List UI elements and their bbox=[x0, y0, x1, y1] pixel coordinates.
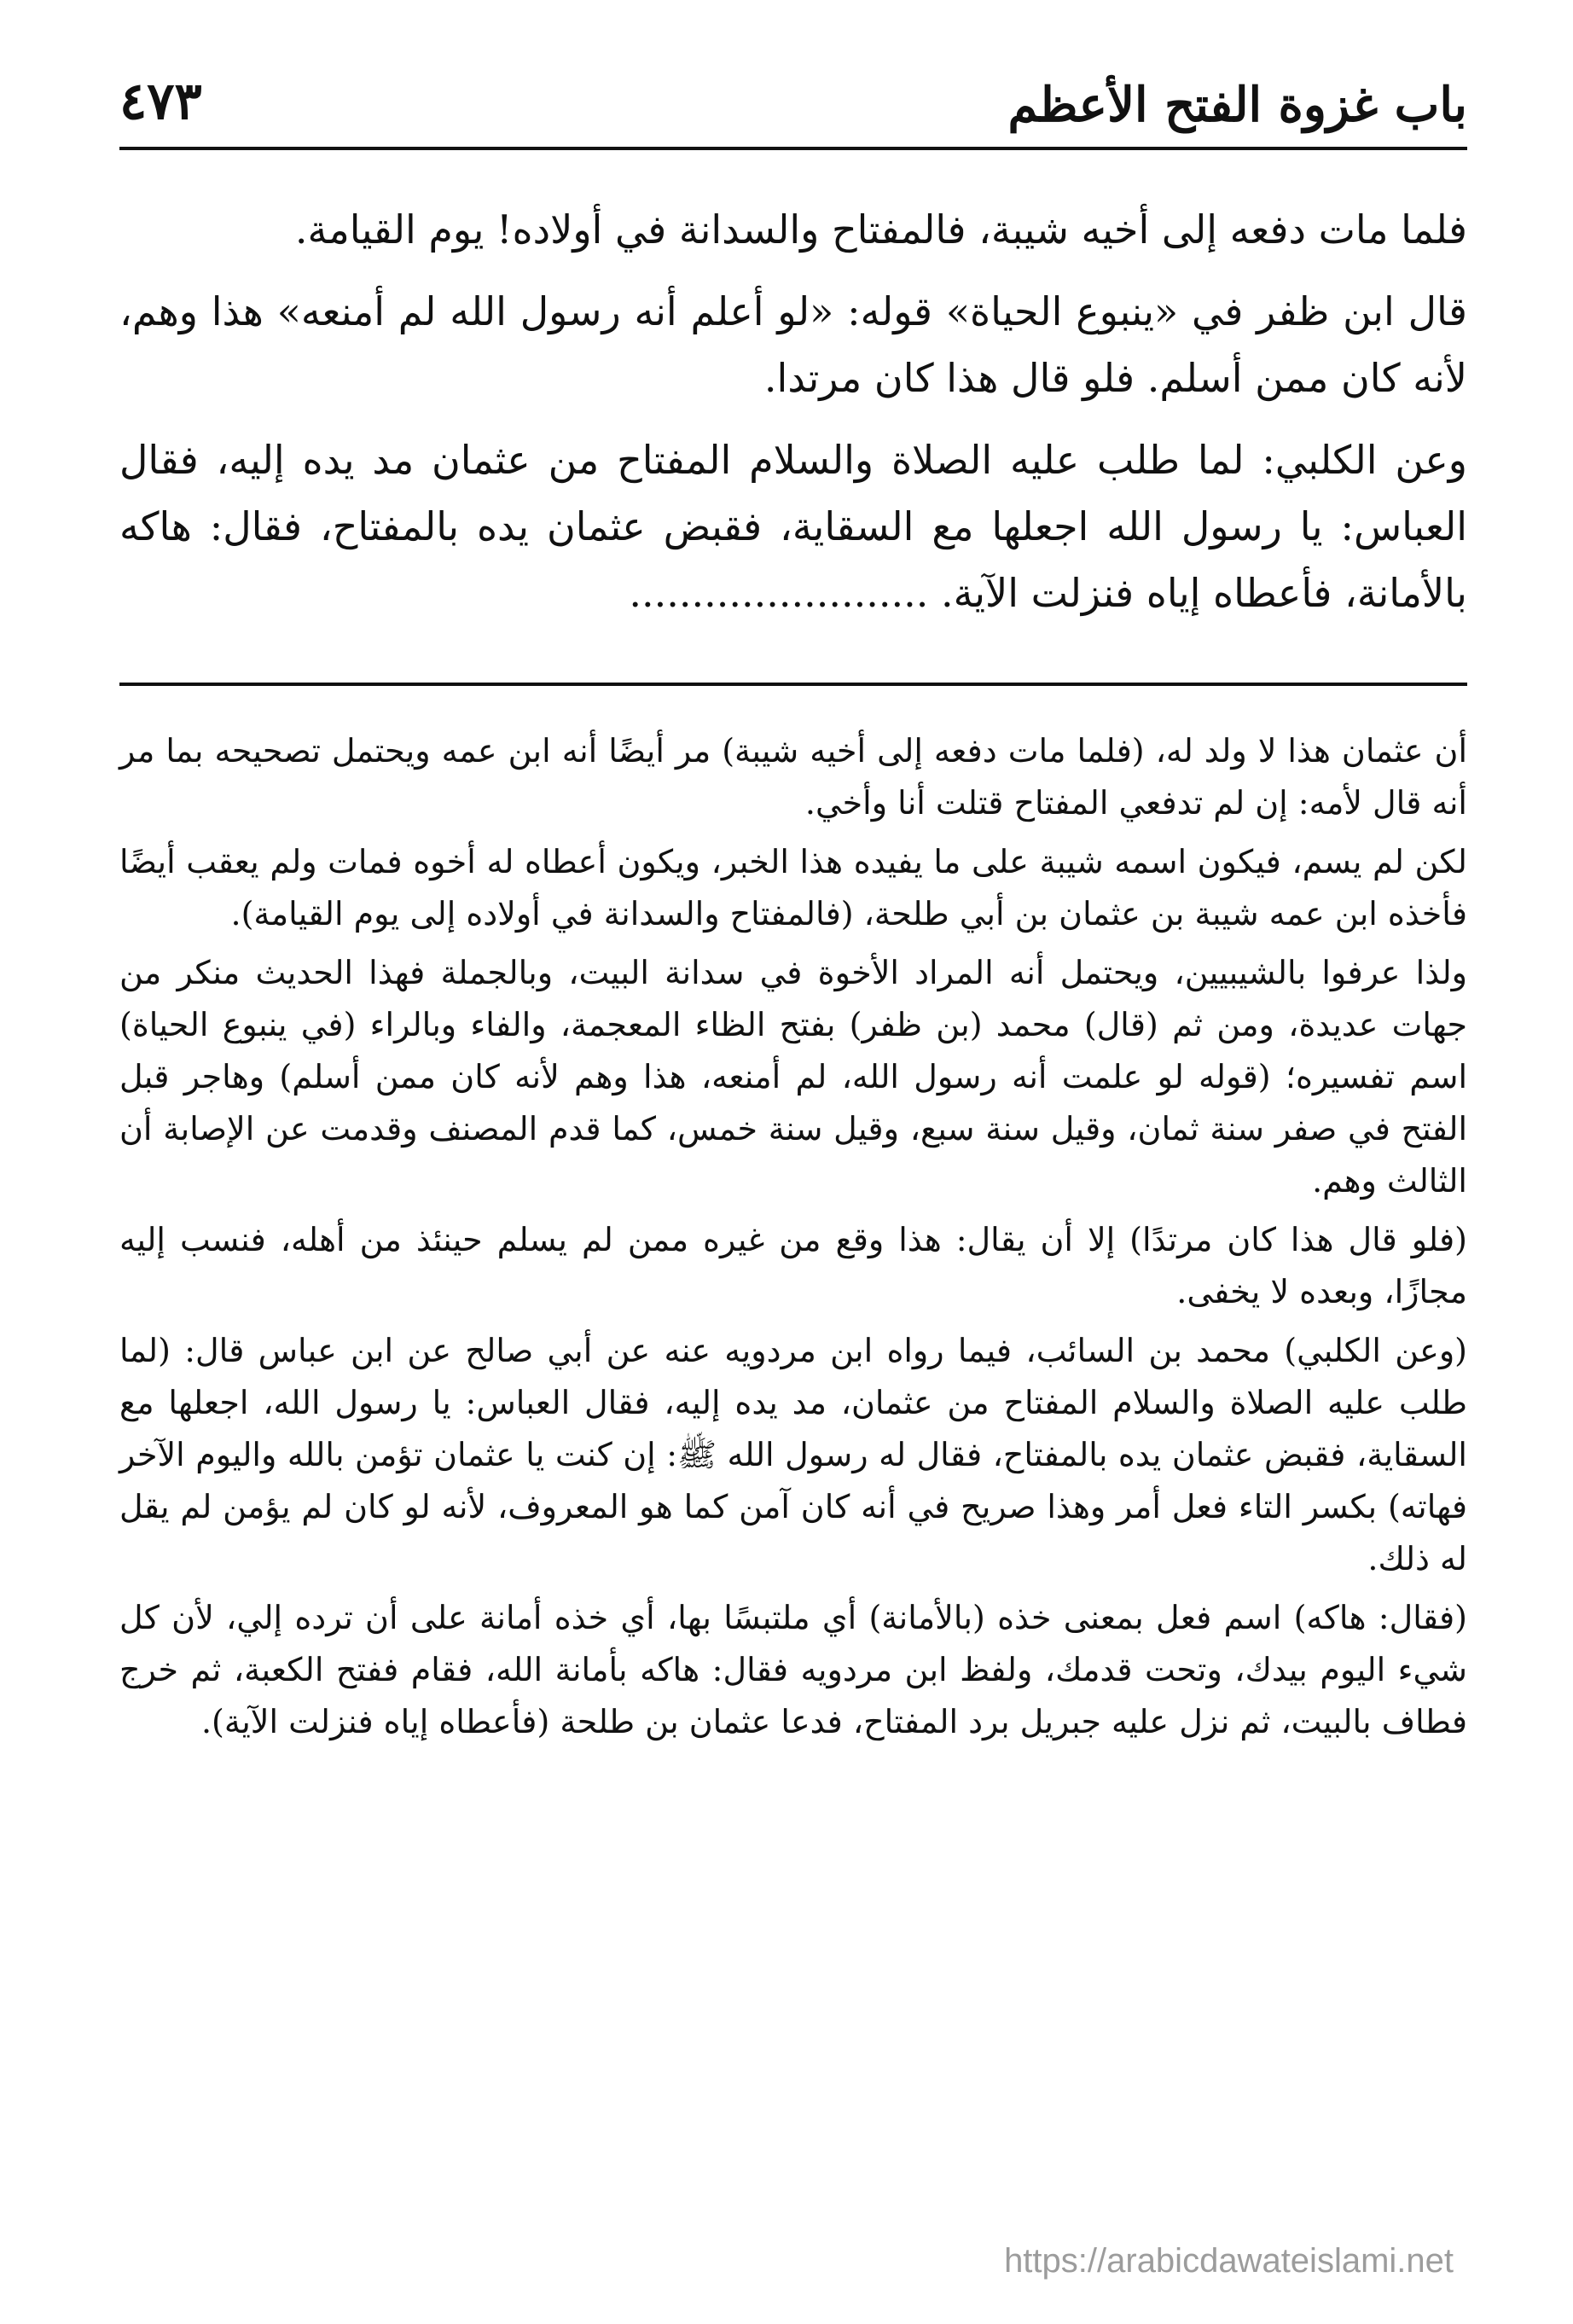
commentary-paragraph: (فقال: هاكه) اسم فعل بمعنى خذه (بالأمانة) أي ملتبسًا بها، أي خذه أمانة على أن ترده إلي، لأن كل شيء اليوم بيدك، وتحت قدمك، ولفظ ابن مردويه فقال: هاكه بأمانة الله، فقام ففتح الكعبة، ثم خرج فطاف بالبيت، ثم نزل عليه جبريل برد المفتاح، فدعا عثمان بن طلحة (فأعطاه إياه فنزلت الآية). bbox=[119, 1599, 1467, 1740]
main-text-paragraph: وعن الكلبي: لما طلب عليه الصلاة والسلام المفتاح من عثمان مد يده إليه، فقال العباس: يا رسول الله اجعلها مع السقاية، فقبض عثمان يده بالمفتاح، فقال: هاكه بالأمانة، فأعطاه إياه فنزلت الآية. ........................ bbox=[119, 437, 1468, 616]
main-text-paragraph: فلما مات دفعه إلى أخيه شيبة، فالمفتاح والسدانة في أولاده! يوم القيامة. bbox=[294, 206, 1467, 253]
page-number: ٤٧٣ bbox=[119, 72, 202, 131]
commentary-text bbox=[119, 725, 1467, 1755]
watermark-url: https://arabicdawateislami.net bbox=[1004, 2242, 1454, 2280]
running-title: باب غزوة الفتح الأعظم bbox=[1007, 77, 1467, 133]
section-divider bbox=[119, 683, 1467, 686]
commentary-paragraph: (وعن الكلبي) محمد بن السائب، فيما رواه ابن مردويه عنه عن أبي صالح عن ابن عباس قال: (لما طلب عليه الصلاة والسلام المفتاح من عثمان، مد يده إليه، فقال العباس: يا رسول الله، اجعلها مع السقاية، فقبض عثمان يده بالمفتاح، فقال له رسول الله ﷺ: إن كنت يا عثمان تؤمن بالله واليوم الآخر فهاته) بكسر التاء فعل أمر وهذا صريح في أنه كان آمن كما هو المعروف، لأنه لو كان لم يؤمن لم يقل له ذلك. bbox=[119, 1332, 1467, 1577]
page-header bbox=[119, 68, 1467, 154]
commentary-paragraph: (فلو قال هذا كان مرتدًا) إلا أن يقال: هذا وقع من غيره ممن لم يسلم حينئذ من أهله، فنسب إليه مجازًا، وبعده لا يخفى. bbox=[119, 1221, 1467, 1310]
commentary-paragraph: أن عثمان هذا لا ولد له، (فلما مات دفعه إلى أخيه شيبة) مر أيضًا أنه ابن عمه ويحتمل تصحيحه بما مر أنه قال لأمه: إن لم تدفعي المفتاح قتلت أنا وأخي. bbox=[119, 732, 1467, 822]
main-text bbox=[119, 196, 1467, 642]
main-text-paragraph: قال ابن ظفر في «ينبوع الحياة» قوله: «لو أعلم أنه رسول الله لم أمنعه» هذا وهم، لأنه كان ممن أسلم. فلو قال هذا كان مرتدا. bbox=[119, 288, 1467, 401]
header-rule bbox=[119, 147, 1467, 150]
commentary-paragraph: لكن لم يسم، فيكون اسمه شيبة على ما يفيده هذا الخبر، ويكون أعطاه له أخوه فمات ولم يعقب أيضًا فأخذه ابن عمه شيبة بن عثمان بن أبي طلحة، (فالمفتاح والسدانة في أولاده إلى يوم القيامة). bbox=[119, 843, 1467, 933]
commentary-paragraph: ولذا عرفوا بالشيبيين، ويحتمل أنه المراد الأخوة في سدانة البيت، وبالجملة فهذا الحديث منكر من جهات عديدة، ومن ثم (قال) محمد (بن ظفر) بفتح الظاء المعجمة، والفاء وبالراء (في ينبوع الحياة) اسم تفسيره؛ (قوله لو علمت أنه رسول الله، لم أمنعه، هذا وهم لأنه كان ممن أسلم) وهاجر قبل الفتح في صفر سنة ثمان، وقيل سنة سبع، وقيل سنة خمس، كما قدم المصنف وقدمت عن الإصابة أن الثالث وهم. bbox=[119, 954, 1467, 1200]
